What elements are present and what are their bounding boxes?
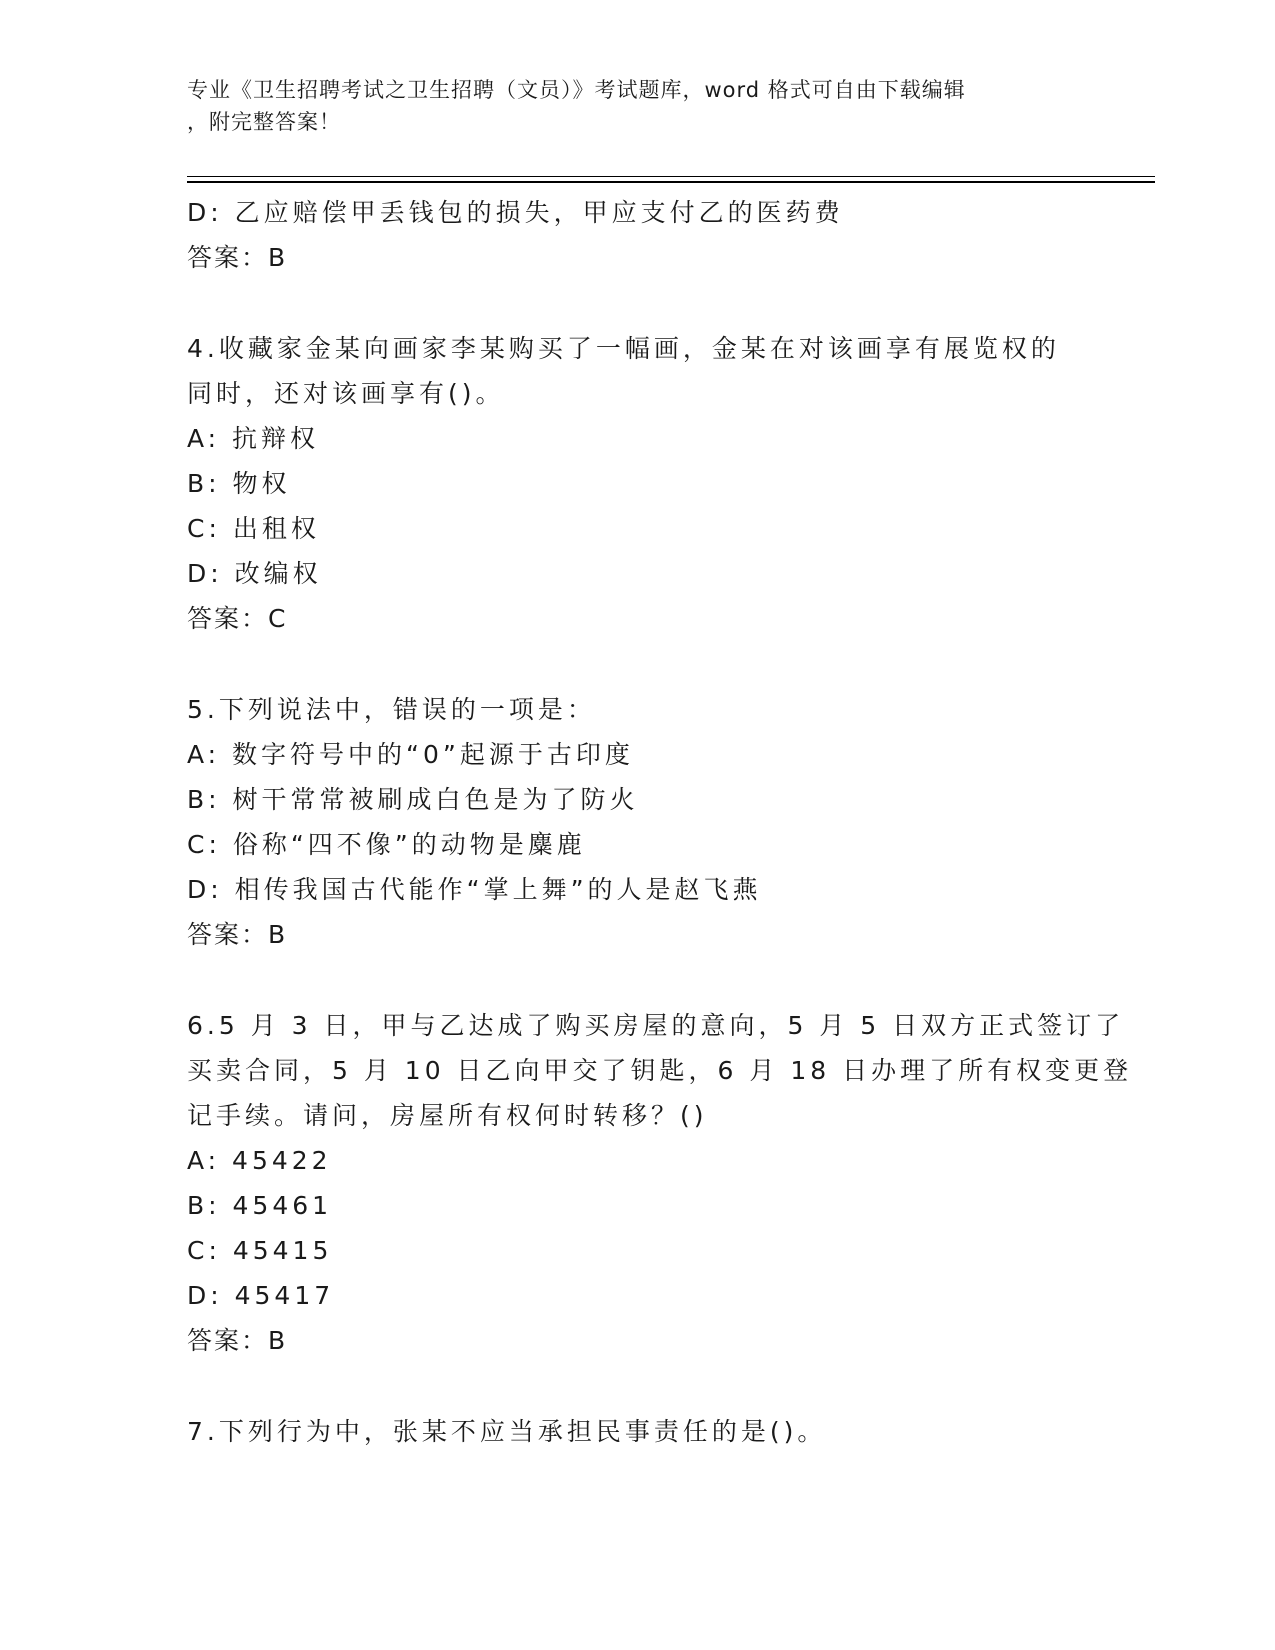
option-b: B: 物权 [187,469,291,498]
question-6 [187,1003,1133,1363]
answer-line: 答案：C [187,604,288,633]
question-3-tail [187,190,1087,280]
question-stem: 同时，还对该画享有()。 [187,379,505,408]
question-5 [187,687,1087,957]
option-c: C: 俗称“四不像”的动物是麋鹿 [187,830,586,859]
question-stem: 记手续。请问，房屋所有权何时转移？() [187,1101,708,1130]
question-4 [187,326,1087,641]
question-stem: 买卖合同，5 月 10 日乙向甲交了钥匙，6 月 18 日办理了所有权变更登 [187,1056,1133,1085]
spacer [187,280,1087,326]
header-line-1: 专业《卫生招聘考试之卫生招聘（文员）》考试题库，word 格式可自由下载编辑 [187,78,966,102]
option-b: B: 45461 [187,1191,333,1220]
option-a: A: 抗辩权 [187,424,320,453]
spacer [187,957,1087,1003]
answer-line: 答案：B [187,920,288,949]
header-line-2: ，附完整答案！ [187,110,341,134]
option-a: A: 45422 [187,1146,332,1175]
option-d: D: 乙应赔偿甲丢钱包的损失，甲应支付乙的医药费 [187,198,844,227]
answer-line: 答案：B [187,1326,288,1355]
option-c: C: 45415 [187,1236,333,1265]
question-7 [187,1409,1087,1454]
question-stem: 6.5 月 3 日，甲与乙达成了购买房屋的意向，5 月 5 日双方正式签订了 [187,1011,1125,1040]
spacer [187,641,1087,687]
header-divider-thin [187,176,1155,177]
question-stem: 4.收藏家金某向画家李某购买了一幅画，金某在对该画享有展览权的 [187,334,1060,363]
option-b: B: 树干常常被刷成白色是为了防火 [187,785,639,814]
option-c: C: 出租权 [187,514,320,543]
header-divider-thick [187,181,1155,183]
option-d: D: 改编权 [187,559,322,588]
question-stem: 7.下列行为中，张某不应当承担民事责任的是()。 [187,1417,827,1446]
option-d: D: 相传我国古代能作“掌上舞”的人是赵飞燕 [187,875,762,904]
answer-line: 答案：B [187,243,288,272]
option-d: D: 45417 [187,1281,335,1310]
document-header [187,74,1087,138]
question-stem: 5.下列说法中，错误的一项是： [187,695,596,724]
option-a: A: 数字符号中的“0”起源于古印度 [187,740,634,769]
question-list [187,190,1133,1454]
spacer [187,1363,1087,1409]
